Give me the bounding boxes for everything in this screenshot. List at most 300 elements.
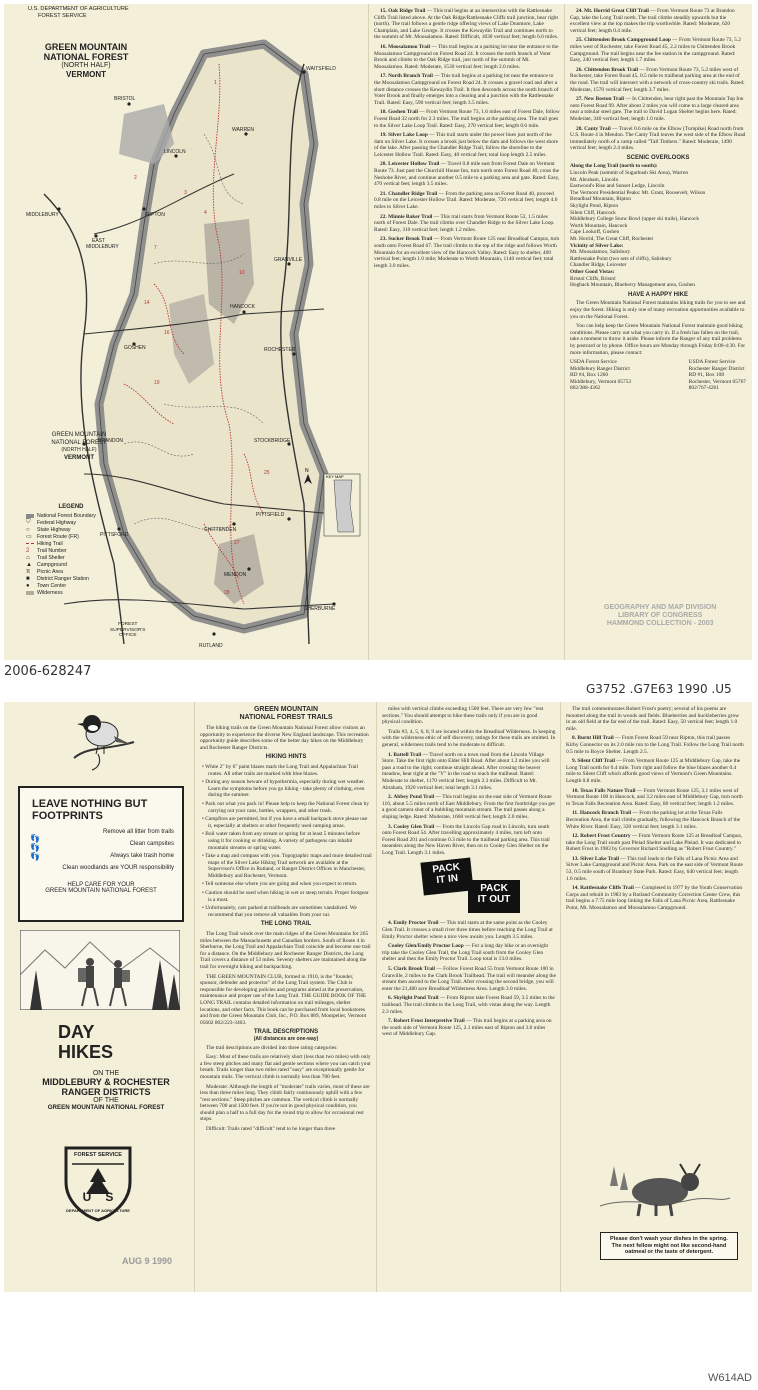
office-label-line: OFFICE [118,633,137,639]
hint-item [200,816,372,829]
place-label: WARREN [232,127,255,133]
trail-text: From the Lincoln Gap road in Lincoln, turn south onto Forest Road 54. After travelling approximately 4 miles, turn left onto Forest Road 201 and continue 0.3 mile to the trailhead parking area. This trail meanders along the New Haven River, then on to Cooley Glen Shelter on the Long Trail. Length 3.1 miles. [382,823,550,856]
hiking-trail-swatch [26,543,34,544]
trail-number: 5. [388,966,393,973]
trail-name: Chittenden Brook Campground Loop [584,37,671,44]
trails-fourth-column [566,706,744,1166]
legend-label: Hiking Trail [37,540,63,547]
scenic-item: Mt. Moosalamoo, Salisbury [570,249,631,256]
svg-text:3: 3 [184,190,187,196]
legend-item [26,561,116,568]
hint-item [200,853,372,879]
scenic-item: The Vermont Presidential Peaks: Mt. Grant, Roosevelt, Wilson [570,189,706,196]
trail-number: 13. [572,855,579,862]
boundary-swatch [26,514,34,518]
trail-name: Hancock Branch Trail [579,810,632,817]
hint-text: Unfortunately, cars parked at trailheads are sometimes vandalized. We recommend that you remove all valuables from your car. [205,905,357,918]
trail-name: Texas Falls Nature Trail [580,787,636,794]
trail-text: This trail begins at a parking lot near the entrance to the Moosalamoo Campground on Forest Road 24. It crosses a gravel road and after a short distance crosses the Kewaydin Trail. It then descends across the north branch of Voter Brook and finally emerges into a clearing and a junction with the Rattlesnake Trail. Rated: Easy, 590 vertical feet; length 3.5 miles. [374,73,559,106]
trail-text: From Vermont Route 73, 5.2 miles west of Rochester, take Forest Road 45, 0.5 mile to trailhead parking area at the end of the road. The trail will intersect with a network of cross-country ski trails. Rated: Moderate, 1570 vertical feet; length 3.7 miles. [570,66,745,93]
trail-entry: 7. Robert Frost Interpretive Trail — This trail begins at a parking area on the south side of Vermont Route 125, 2.1 miles east of Ripton and 3.8 miles west of Middlebury Gap. [382,1018,552,1038]
hint-text: Boil water taken from any stream or spring for at least 5 minutes before using it for cooking or drinking. A variety of pathogens can inhabit mountain streams or spring water. [205,831,360,851]
svg-text:7: 7 [154,245,157,251]
stamp-line: HAMMOND COLLECTION - 2003 [606,620,714,627]
trail-text: From the parking area on Forest Road 40, proceed 0.8 mile on the Leicester Hollow Trail. Rated: Moderate, 720 vertical feet; length 4.0 miles to Silver Lake. [374,190,558,211]
place-label: RUTLAND [199,643,223,649]
address-line: Middlebury, Vermont 05753 [570,378,632,385]
scenic-item: Mt. Horrid, The Great Cliff, Rochester [570,236,654,242]
place-label: RIPTON [146,212,165,218]
legend-item [26,589,116,596]
bullet-icon: • [202,881,206,888]
trail-list-c [566,735,744,911]
place-label: PITTSFIELD [256,512,285,518]
trail-entry: 17. North Branch Trail — This trail begins at a parking lot near the entrance to the Moosalamoo Campground on Forest Road 24. It crosses a gravel road and after a short distance crosses the Kewaydin Trail. It then descends across the north branch of Voter Brook and finally emerges into a clearing and a junction with the Rattlesnake Trail. Rated: Easy, 590 vertical feet; length 3.5 miles. [374,73,559,106]
trail-entry: 19. Silver Lake Loop — This trail starts under the power lines just north of the dam on Silver Lake. It crosses a brook just below the dam and follows the west shore of the lake. After passing the Chandler Ridge Trail, follow the shoreline to the Leicester Hollow Trail. Rated: Easy, 40 vertical feet; total loop length 2.5 miles. [374,132,558,158]
trail-entry: Cooley Glen/Emily Proctor Loop — For a long day hike or an overnight trip take the Cooley Glen Trail, the Long Trail south from the Cooley Glen shelter and then the Emily Proctor Trail. Loop total is 13.0 miles. [382,943,549,963]
cover-of-the: OF THE [93,1097,119,1104]
trail-entry: 21. Chandler Ridge Trail — From the parking area on Forest Road 40, proceed 0.8 mile on the Leicester Hollow Trail. Rated: Moderate, 720 vertical feet; length 4.0 miles to Silver Lake. [374,190,558,211]
hint-item [200,779,372,799]
trail-entry: 11. Hancock Branch Trail — From the parking lot at the Texas Falls Recreation Area, the trail climbs gradually, following the Hancock Branch of the White River. Rated: Easy, 320 vertical feet; length 3.1 miles. [566,810,741,830]
trail-name: Moosalamoo Trail [388,43,430,50]
scenic-group-heading: Vicinity of Silver Lake: [570,242,624,249]
address-middlebury [570,359,631,392]
contact-addresses [570,359,746,392]
footprints-headline: FOOTPRINTS [32,810,103,822]
leave-headline: LEAVE NOTHING BUT [32,798,148,810]
place-label: MIDDLEBURY [26,212,59,218]
shield-top-text: FOREST SERVICE [74,1152,122,1158]
trail-name: New Boston Trail [584,96,625,103]
scenic-group-heading: Along the Long Trail (north to south): [570,163,658,170]
trail-text: This trail begins on the east side of Vermont Route 116, about 5.5 miles north of East Middlebury. From the first footbridge you get a good camera shot of a bubbling mountain stream. The trail passes along a sloping ledge. Rated: Moderate, 1660 vertical feet; length 2.0 miles. [382,794,555,820]
hint-item [200,801,372,814]
hint-text: White 2" by 6" paint blazes mark the Long Trail and Appalachian Trail routes. All other trails are marked with blue blazes. [205,763,359,777]
trail-name: Oak Ridge Trail [388,8,426,14]
agency-name: U.S. DEPARTMENT OF AGRICULTURE [28,6,129,12]
hint-text: Tell someone else where you are going and when you expect to return. [205,881,358,888]
svg-text:28: 28 [224,590,230,596]
map-title-line4: VERMONT [66,70,106,79]
trail-number: 23. [380,236,387,243]
trail-entry: 10. Texas Falls Nature Trail — From Vermont Route 125, 3.1 miles west of Vermont Route 100 in Hancock, and 3.2 miles east of Middlebury Gap, turn north to Texas Falls Recreation Area. Rated: Easy, 80 vertical feet; length 1.2 miles. [566,787,743,807]
happy-paragraph: The Green Mountain National Forest maintains hiking trails for you to see and enjoy the forest. Hiking is only one of many recreation opportunities available to you on the National Forest. [570,300,746,320]
trail-number: 22. [380,213,387,220]
trail-number: 8. [572,735,577,742]
legend-item [26,554,116,561]
scenic-item: Eastwood's Rise and Sunset Ledge, Lincoln [570,183,665,190]
trail-entry: 15. Oak Ridge Trail — This trail begins at an intersection with the Rattlesnake Cliffs Trail listed above. At the Oak Ridge/Rattlesnake Cliffs trail junction, bear right (north). The trail follows a gentle ridge offering views of Lake Dunmore, Lake Champlain, and Lake George. It crosses the Kewaydin Trail and continues north to the summit of Mt. Moosalamoo. Rated: Difficult, 1830 vertical feet; length 6.6 miles. [374,8,559,41]
trail-entry: 18. Goshen Trail — From Vermont Route 73, 1.6 miles east of Forest Dale, follow Forest Road 32 north for 2.3 miles. The trail begins at the parking area. The trail goes to the Silver Lake Loop Trail. Rated: Easy, 270 vertical feet; length 0.6 mile. [374,109,560,129]
scenic-item: Breadloaf Mountain, Ripton [570,196,631,203]
legend-title: LEGEND [58,504,84,510]
vermont-inset-map [324,474,360,536]
scenic-item: Hogback Mountain, Blueberry Management area, Goshen [570,282,695,289]
leave-line: Remove all litter from trails [102,829,174,835]
trail-text: From the parking lot at the Texas Falls Recreation Area, the trail climbs gradually, following the Hancock Branch of the White River. Rated: Easy, 320 vertical feet; length 3.1 miles. [566,810,741,830]
bullet-icon: • [202,763,206,770]
picnic-icon: π [26,568,31,575]
leave-line: Always take trash home [110,853,174,859]
trail-number: 4. [388,920,393,927]
legend-item [26,519,116,526]
legend-label: District Ranger Station [37,575,89,582]
place-label: ROCHESTER [264,347,296,353]
frost-paragraph: The trail commemorates Robert Frost's poetry; several of his poems are mounted along the trail in woods and fields. Blueberries and huckleberries grow in an old field at the far end of the trail. Rated: Easy, 50 vertical feet; length 1.0 mile. [566,706,740,732]
trail-name: Chittenden Brook Trail [584,66,639,73]
caption-line: (NORTH HALF) [61,447,97,453]
trail-text: This trail starts at the same point as the Cooley Glen Trail. It crosses a small river three times before reaching the Long Trail at Emily Proctor shelter where a nice view awaits you. Length 3.5 miles. [382,920,553,940]
legend-label: State Highway [37,526,71,533]
scenic-item: Middlebury College Snow Bowl (upper ski trails), Hancock [570,216,700,223]
trail-number: 28. [576,125,583,132]
desc-subtitle: (All distances are one-way) [253,1035,319,1042]
forest-route-icon: ▭ [26,534,32,540]
trail-number: 6. [388,995,393,1002]
place-label: MIDDLEBURY [86,244,119,250]
trail-name: Chandler Ridge Trail [388,190,438,197]
brochure-sheet [4,702,752,1292]
trail-text: From Vermont Route 125 near Breadloaf Campus, turn south onto Forest Road 67. The trail climbs to the top of the ridge and follows Worth Mountain for an excellent view of the Hancock Valley. Rated: Easy to shelter, 400 vertical feet; length 1.0 mile; Moderate to Worth Mountain, 1140 vertical feet; total length 3.0 miles. [374,236,560,269]
trail-name: Silent Cliff Trail [577,758,615,765]
trail-text: From Ripton take Forest Road 59, 3.5 miles to the trailhead. The trail climbs to the Long Trail, with vistas along the way. Length 2.3 miles. [382,995,555,1015]
legend-label: Picnic Area [37,568,63,575]
place-label: STOCKBRIDGE [254,438,291,444]
cover-day: DAY [58,1022,95,1042]
trail-name: Silver Lake Loop [388,132,428,139]
fold-line [376,702,377,1292]
trail-entry: 26. Chittenden Brook Trail — From Vermont Route 73, 5.2 miles west of Rochester, take Forest Road 45, 0.5 mile to trailhead parking area at the end of the road. The trail will intersect with a network of cross-country ski trails. Rated: Moderate, 1570 vertical feet; length 3.7 miles. [570,66,745,93]
shield-bottom-text: DEPARTMENT OF AGRICULTURE [66,1208,130,1213]
svg-text:2: 2 [134,175,137,181]
trail-entry: 6. Skylight Pond Trail — From Ripton take Forest Road 59, 3.5 miles to the trailhead. The trail climbs to the Long Trail, with vistas along the way. Length 2.3 miles. [382,995,555,1015]
bullet-icon: • [202,890,206,897]
trails-intro-column [200,706,372,1288]
wilderness-note: Trails #3, 4, 5, 6, 8, 9 are located within the Breadloaf Wilderness. In keeping with the wilderness ethic of self discovery, ratings for these trails are omitted. In general, wilderness trails tend to be moderate to difficult. [382,728,556,748]
trail-text: This trail leads to the Falls of Lana Picnic Area and Silver Lake Campground and Picnic Area. Park on the east side of Vermont Route 53, 0.5 mile south of Branbury State Park. Rated: Easy, 640 vertical feet; length 1.6 miles. [566,855,743,882]
trail-entry: 24. Mt. Horrid Great Cliff Trail — From Vermont Route 73 at Brandon Gap, take the Long Trail north. The trail climbs steadily upwards but the excellent view at the top makes the trip worthwhile. Rated: Moderate, 620 vertical feet; length 0.4 mile. [570,8,735,34]
svg-text:KEY MAP: KEY MAP [326,474,344,479]
svg-text:4: 4 [204,210,207,216]
trail-entry: 3. Cooley Glen Trail — From the Lincoln Gap road in Lincoln, turn south onto Forest Road 54. After travelling approximately 4 miles, turn left onto Forest Road 201 and continue 0.3 mile to the trailhead parking area. This trail meanders along the New Haven River, then on to Cooley Glen Shelter on the Long Trail. Length 3.1 miles. [382,823,550,856]
trail-name: Battell Trail [393,751,422,758]
hint-text: Campfires are permitted, but if you have a small backpack stove please use it, especially at shelters or other frequently used camping areas. [205,816,368,829]
place-label: HANCOCK [230,304,256,310]
trail-number: 15. [380,8,387,14]
trail-text: From Vermont Route 73, 5.2 miles west of Rochester, take Forest Road 45, 2.2 miles to Chittenden Brook Campground. The trail begins near the fee station in the campground. Rated: Easy, 240 vertical feet; length 1.7 miles. [570,37,741,64]
trail-text: Completed in 1977 by the Youth Conservation Corps and rebuilt in 1983 by a Rutland Community Correction Center Crew, this trail begins a 7.75 mile loop linking the Falls of Lana Picnic Area, Rattlesnake Point, Mt. Moosalamoo and Moosalamoo Campground. [566,885,743,912]
trail-name: Skylight Pond Trail [393,995,439,1002]
trail-list-b [382,920,556,1038]
trail-number: 1. [388,751,393,758]
cover-hikes: HIKES [58,1042,114,1062]
fold-line [564,4,565,660]
hint-text: During any season beware of hypothermia, especially during wet weather. Learn the symptoms before you go hiking - take plenty of clothing, even during the summer. [205,779,365,799]
scenic-item: Worth Mountain, Hancock [570,222,628,229]
svg-text:N: N [305,468,309,474]
scenic-item: Bristol Cliffs, Bristol [570,275,616,282]
scenic-item: Lincoln Peak (summit of Sugarbush Ski Area), Warren [570,170,689,177]
place-label: BRISTOL [114,96,136,102]
legend-label: Trail Number [37,547,67,554]
trail-text: For a long day hike or an overnight trip take the Cooley Glen Trail, the Long Trail south from the Cooley Glen shelter and then the Emily Proctor Trail. Loop total is 13.0 miles. [382,943,549,963]
bullet-icon: • [202,816,206,823]
trail-entry: 2. Abbey Pond Trail — This trail begins on the east side of Vermont Route 116, about 5.5 miles north of East Middlebury. From the first footbridge you get a good camera shot of a bubbling mountain stream. The trail passes along a sloping ledge. Rated: Moderate, 1660 vertical feet; length 2.0 miles. [382,794,555,820]
footprints-icon: 👣 👣 👣 [30,834,40,861]
trail-number-icon: 2 [26,547,30,554]
trail-number: 2. [388,794,393,801]
trail-text: This trail starts under the power lines just north of the dam on Silver Lake. It crosses a brook just below the dam and follows the west shore of the lake. After passing the Chandler Ridge Trail, follow the shoreline to the Leicester Hollow Trail. Rated: Easy, 40 vertical feet; total loop length 2.5 miles. [374,132,558,158]
trail-entry: 22. Minnie Baker Trail — This trail starts from Vermont Route 53, 1.5 miles north of Forest Dale. The trail climbs over Chandler Ridge to the Silver Lake Loop. Rated: Easy, 310 vertical feet; length 1.2 miles. [374,213,555,233]
leave-line: Clean woodlands are YOUR responsibility [62,865,174,871]
bullet-icon: • [202,853,206,860]
address-line: RD #4, Box 1260 [570,372,609,379]
trail-text: This trail starts from Vermont Route 53, 1.5 miles north of Forest Dale. The trail climbs over Chandler Ridge to the Silver Lake Loop. Rated: Easy, 310 vertical feet; length 1.2 miles. [374,213,555,233]
hint-item [200,881,372,888]
scenic-group-heading: Other Good Vistas: [570,268,615,275]
svg-text:1: 1 [214,80,217,86]
date-stamp: AUG 9 1990 [122,1256,173,1266]
trail-entry: 16. Moosalamoo Trail — This trail begins at a parking lot near the entrance to the Moosalamoo Campground on Forest Road 24. It crosses the north branch of Voter Brook and climbs to the Oak Ridge trail, just north of the summit of Mt. Moosalamoo. Rated: Moderate, 1530 vertical feet; length 2.0 miles. [374,43,559,70]
legend-item [26,575,116,582]
leave-nothing-box [18,786,184,922]
leave-foot: GREEN MOUNTAIN NATIONAL FOREST [45,888,157,894]
trail-entry: 28. Canty Trail — Travel 0.6 mile on the Elbow (Turnpike) Road north from U.S. Route 4 in Mendon. The Canty Trail leaves the west side of the Elbow Road immediately north of a camp called "Tall Timbers." Rated: Moderate, 1490 vertical feet; length 2.4 miles. [570,125,746,152]
trail-text: In Chittenden, bear right past the Mountain Top Inn onto Forest Road 99. After about 2 miles you will come to a large cleared area near a tubular steel gate. The trail to David Logan Shelter begins here. Rated: Moderate, 340 vertical feet; length 1.0 mile. [570,96,744,122]
trail-name: Emily Proctor Trail [393,920,439,927]
map-legend [26,504,116,596]
sign-text: PACK [431,862,461,876]
trail-name: Mt. Horrid Great Cliff Trail [584,8,649,14]
cover-on-the: ON THE [92,1070,120,1077]
hint-item [200,890,372,903]
trail-number: 19. [380,132,387,139]
pack-it-in-sign [382,860,556,916]
trail-text: From Vermont Route 73, 1.6 miles east of Forest Dale, follow Forest Road 32 north for 2.3 miles. The trail begins at the parking area. The trail goes to the Silver Lake Loop Trail. Rated: Easy, 270 vertical feet; length 0.6 mile. [374,109,560,129]
trail-entry: 14. Rattlesnake Cliffs Trail — Completed in 1977 by the Youth Conservation Corps and rebuilt in 1983 by a Rutland Community Correction Center Crew, this trail begins a 7.75 mile loop linking the Falls of Lana Picnic Area, Rattlesnake Point, Mt. Moosalamoo and Moosalamoo Campground. [566,885,743,912]
place-label: SHERBURNE [304,606,336,612]
legend-label: Trail Shelter [37,554,65,561]
legend-item [26,533,116,540]
trail-list-middle [374,8,560,658]
trail-name: Abbey Pond Trail [393,794,435,801]
trail-text: This trail begins at a parking lot near the entrance to the Moosalamoo Campground on Forest Road 24. It crosses the north branch of Voter Brook and climbs to the Oak Ridge trail, just north of the summit of Mt. Moosalamoo. Rated: Moderate, 1530 vertical feet; length 2.0 miles. [374,43,559,70]
trail-list-right [570,8,746,528]
address-line: 802/767-4261 [688,385,719,392]
long-trail-title: THE LONG TRAIL [260,921,312,928]
address-line: Middlebury Ranger District [570,365,630,372]
happy-title: HAVE A HAPPY HIKE [627,291,688,298]
difficult-continued: miles with vertical climbs exceeding 1500 feet. There are very few "rest sections." You should attempt to hike these trails only if you are in good physical condition. [382,706,544,726]
trail-number: 11. [572,810,579,817]
scenic-item: Silent Cliff, Hancock [570,209,616,216]
place-label: LINCOLN [164,149,186,155]
hint-item [200,764,372,777]
legend-label: Wilderness [37,589,63,596]
legend-item [26,512,116,519]
right-trails [570,8,746,152]
sign-text: IT OUT [477,894,511,906]
happy-paragraph: You can help keep the Green Mountain National Forest maintain good hiking conditions. Please carry out what you carry in. If a fresh has fallen on the trail, take a moment to throw it aside. Please inform the Ranger of any trail problems by postcard or by phone. Office hours are Monday through Friday 8:00-4:30. For more information, please contact: [570,323,746,356]
address-line: RD #1, Box 108 [688,372,725,379]
hints-list [200,764,372,918]
svg-text:25: 25 [264,470,270,476]
wildlife-illustration [600,1156,730,1220]
cover-title [18,1022,194,1111]
hint-text: Caution should be used when hiking in wet or steep terrain. Proper footgear is a must. [205,890,369,903]
svg-text:14: 14 [144,300,150,306]
rating-easy: Easy: Most of these trails are relatively short (less than two miles) with only a few steep pitches and many flat and gentle sections where you can catch your breath. Trails longer than two miles rated "easy" are exceptionally gentle for mountain trails. The vertical climb is normally less than 700 feet. [200,1054,371,1080]
hints-title: HIKING HINTS [265,754,307,761]
address-rochester [689,359,746,392]
trail-name: North Branch Trail [388,73,433,80]
call-number: G3752 .G7E63 1990 .U5 [586,682,732,696]
trail-text: This trail begins at an intersection with the Rattlesnake Cliffs Trail listed above. At the Oak Ridge/Rattlesnake Cliffs trail junction, bear right (north). The trail follows a gentle ridge offering views of Lake Dunmore, Lake Champlain, and Lake George. It crosses the Kewaydin Trail and continues north to the summit of Mt. Moosalamoo. Rated: Difficult, 1830 vertical feet; length 6.6 miles. [374,8,559,41]
sign-text: IT IN [435,873,459,887]
chickadee-illustration [68,706,138,772]
trail-name: Cooley Glen Trail [393,823,435,830]
trail-entry: 4. Emily Proctor Trail — This trail starts at the same point as the Cooley Glen Trail. It crosses a small river three times before reaching the Long Trail at Emily Proctor shelter where a nice view awaits you. Length 3.5 miles. [382,920,553,940]
trail-text: This trail begins at a parking area on the south side of Vermont Route 125, 2.1 miles east of Ripton and 3.8 miles west of Middlebury Gap. [382,1018,552,1038]
fold-line [368,4,369,660]
trail-text: From Vermont Route 125, 3.1 miles west of Vermont Route 100 in Hancock, and 3.2 miles east of Middlebury Gap, turn north to Texas Falls Recreation Area. Rated: Easy, 80 vertical feet; length 1.2 miles. [566,787,743,807]
place-label: PITTSFORD [100,532,129,538]
scenic-item: Cape Lookoff, Goshen [570,229,620,236]
map-caption [34,432,124,462]
legend-item [26,540,116,547]
scenic-item: Skylight Pond, Ripton [570,203,619,210]
pack-in-sign [420,858,473,896]
trail-text: From Vermont Route 125 at Breadloaf Campus, take the Long Trail south past Pleiad Shelter and Lake Pleiad. It was dedicated to Robert Frost in 1983 by Governor Richard Snelling as "Robert Frost Country." [566,833,743,853]
address-line: USDA Forest Service [688,359,736,366]
hint-text: Take a map and compass with you. Topographic maps and more detailed trail maps of the Silver Lake Hiking Trail network are available at the Supervisor's Office in Rutland, or Ranger District Offices in Manchester, Middlebury and Rochester, Vermont. [205,853,372,879]
trail-text: From Vermont Route 125 at Middlebury Gap, take the Long Trail north for 0.4 mile. Turn right and follow the blue blazes another 0.4 mile to Silent Cliff which affords good views of Vermont's Green Mountains. Length 0.8 mile. [566,758,741,784]
pack-out-sign [468,880,520,913]
trail-number: 21. [380,190,387,197]
legend-item [26,547,116,554]
long-trail-paragraph: THE GREEN MOUNTAIN CLUB, formed in 1910, is the "founder, sponsor, defender and protector" of the Long Trail system. The Club is responsible for developing policies and programs aimed at the preservation, maintenance and proper use of the Long Trail. THE GUIDE BOOK OF THE LONG TRAIL contains detailed information on trail mileages, shelter locations, and other facts. This book can be purchased from local bookstores and from the Green Mountain Club, Inc., P.O. Box 889, Montpelier, Vermont 05602 802/223-3463. [200,973,367,1026]
trail-name: Leicester Hollow Trail [388,161,440,168]
caption-line: GREEN MOUNTAIN [51,432,107,438]
place-label: BRANDON [98,438,124,444]
office-label-line: SUPERVISOR'S [110,627,146,633]
hint-item [200,905,372,918]
legend-label: National Forest Boundary [37,512,96,519]
caption-line: VERMONT [64,454,94,461]
hint-item [200,831,372,851]
federal-shield-icon: ⛉ [26,519,31,525]
trail-entry: 12. Robert Frost Country — From Vermont Route 125 at Breadloaf Campus, take the Long Trail south past Pleiad Shelter and Lake Pleiad. It was dedicated to Robert Frost in 1983 by Governor Richard Snelling as "Robert Frost Country." [566,833,743,853]
fold-line [560,702,561,1292]
svg-text:10: 10 [239,270,245,276]
map-sheet [4,4,752,660]
office-label-line: FOREST [118,622,138,627]
trail-number: 18. [380,109,387,116]
trail-number: 3. [388,823,393,830]
cover-districts: MIDDLEBURY & ROCHESTER [42,1077,170,1087]
ranger-station-icon: ■ [26,575,30,582]
trail-number: 25. [576,37,583,44]
trail-name: Sucker Brook Trail [388,236,433,243]
caption-line: NATIONAL FOREST [51,439,107,446]
leave-line: Clean campsites [129,841,174,847]
legend-item [26,526,116,533]
trail-number: 7. [388,1018,393,1025]
scenic-item: Chandler Ridge, Leicester [570,262,627,269]
cover-gmnf: GREEN MOUNTAIN NATIONAL FOREST [47,1104,165,1111]
address-line: Rochester, Vermont 05767 [688,378,746,385]
trails-third-column [382,706,556,1288]
trail-name: Cooley Glen/Emily Proctor Loop [388,943,464,950]
trail-entry: 8. Burnt Hill Trail — From Forest Road 59 near Ripton, this trail passes Kirby Connector on its 2.0 mile run to the Long Trail. Follow the Long Trail north 0.5 mile to Boyce Shelter. Length 2.5. [566,735,744,755]
scenic-title: SCENIC OVERLOOKS [626,154,690,161]
place-label: EAST [92,238,106,244]
supervisor-office-label [110,622,145,639]
trail-text: Travel 0.8 mile east from Forest Dale on Vermont Route 73. Just past the Churchill House Inn, turn north onto Forest Road 40, cross the Neshobe River, and continue another 0.5 mile to a parking area and gate. Rated: Easy, 470 vertical feet; length 3.5 miles. [374,161,560,188]
state-highway-icon: ○ [26,526,30,533]
svg-text:16: 16 [164,330,170,336]
lc-stamp [604,604,716,628]
legend-label: Forest Route (FR) [37,533,79,540]
leave-list [20,826,174,874]
sign-text: PACK [480,883,508,895]
trail-number: 24. [576,8,583,14]
bullet-icon: • [202,800,206,807]
leave-foot: HELP CARE FOR YOUR [67,882,135,888]
rating-moderate: Moderate: Although the length of "moderate" trails varies, most of these are less than three miles long. They climb fairly continuously uphill with a few "rest sections." Steep pitches are common. The vertical climb is normally between 700 and 1500 feet. If you're not in good physical condition, you should plan a half to a full day for the round trip to allow for occasional rest stops. [200,1083,370,1123]
trail-text: Travel 0.6 mile on the Elbow (Turnpike) Road north from U.S. Route 4 in Mendon. The Canty Trail leaves the west side of the Elbow Road immediately north of a camp called "Tall Timbers." Rated: Moderate, 1490 vertical feet; length 2.4 miles. [570,125,746,152]
trail-entry: 25. Chittenden Brook Campground Loop — From Vermont Route 73, 5.2 miles west of Rochester, take Forest Road 45, 2.2 miles to Chittenden Brook Campground. The trail begins near the fee station in the campground. Rated: Easy, 240 vertical feet; length 1.7 miles. [570,37,741,64]
scenic-item: Rattlesnake Point (two sets of cliffs), Salisbury [570,255,672,262]
map-title-line1: GREEN MOUNTAIN [44,42,128,52]
stock-watermark: W614AD [707,1372,752,1384]
svg-text:19: 19 [154,380,160,386]
trail-number: 20. [380,161,387,168]
trail-number: 12. [572,833,579,840]
trail-list-a [382,752,556,857]
svg-text:27: 27 [234,540,240,546]
desc-title: TRAIL DESCRIPTIONS [253,1029,319,1036]
trail-entry: 27. New Boston Trail — In Chittenden, bear right past the Mountain Top Inn onto Forest Road 99. After about 2 miles you will come to a large cleared area near a tubular steel gate. The trail to David Logan Shelter begins here. Rated: Moderate, 340 vertical feet; length 1.0 mile. [570,96,744,122]
trails-title: NATIONAL FOREST TRAILS [239,714,333,721]
trail-text: From Vermont Route 73 at Brandon Gap, take the Long Trail north. The trail climbs steadily upwards but the excellent view at the top makes the trip worthwhile. Rated: Moderate, 620 vertical feet; length 0.4 mile. [570,8,735,34]
trail-text: From Forest Road 59 near Ripton, this trail passes Kirby Connector on its 2.0 mile run to the Long Trail. Follow the Long Trail north 0.5 mile to Boyce Shelter. Length 2.5. [566,735,744,755]
trail-number: 14. [572,885,579,892]
trail-name: Minnie Baker Trail [388,213,433,220]
trail-entry: 5. Clark Brook Trail — Follow Forest Road 55 from Vermont Route 100 in Granville, 2 miles to the Clark Brook Trailhead. The trail will meander along the stream then ascend to the Long Trail. After crossing the second bridge, you will enter the 21,480 acre Breadloaf Wilderness Area. Length 3.0 miles. [382,966,556,992]
trail-number: 26. [576,66,583,73]
trail-entry: 1. Battell Trail — Travel north on a town road from the Lincoln Village Store. Take the first right onto Elder Hill Road. After about 1.2 miles you will pass a road to the right; continue straight ahead. After crossing the beaver meadow, bear right at the "Y" in the road to reach the trailhead. Rated: Moderate to shelter, 1170 vertical feet; length 2.3 miles. Difficult to Mt. Abraham, 1920 vertical feet; total length 3.1 miles. [382,751,550,791]
shield-mid-text: US [82,1190,128,1204]
shelter-icon: ⌂ [26,554,30,561]
legend-item [26,568,116,575]
campground-icon: ▲ [26,561,32,568]
bullet-icon: • [202,905,206,912]
trail-number: 9. [572,758,577,765]
legend-label: Campground [37,561,67,568]
trail-name: Rattlesnake Cliffs Trail [580,885,634,892]
hikers-illustration [20,930,180,1010]
stamp-line: GEOGRAPHY AND MAP DIVISION [604,604,717,611]
service-name: FOREST SERVICE [38,12,87,19]
desc-paragraph: The trail descriptions are divided into three rating categories: [206,1044,338,1051]
trail-text: Follow Forest Road 55 from Vermont Route 100 in Granville, 2 miles to the Clark Brook Trailhead. The trail will meander along the stream then ascend to the Long Trail. After crossing the second bridge, you will enter the 21,480 acre Breadloaf Wilderness Area. Length 3.0 miles. [382,966,556,992]
town-center-icon: ● [26,582,30,589]
place-label: GRANVILLE [274,257,303,263]
bullet-icon: • [202,779,206,786]
trail-name: Robert Frost Interpretive Trail [393,1018,465,1025]
